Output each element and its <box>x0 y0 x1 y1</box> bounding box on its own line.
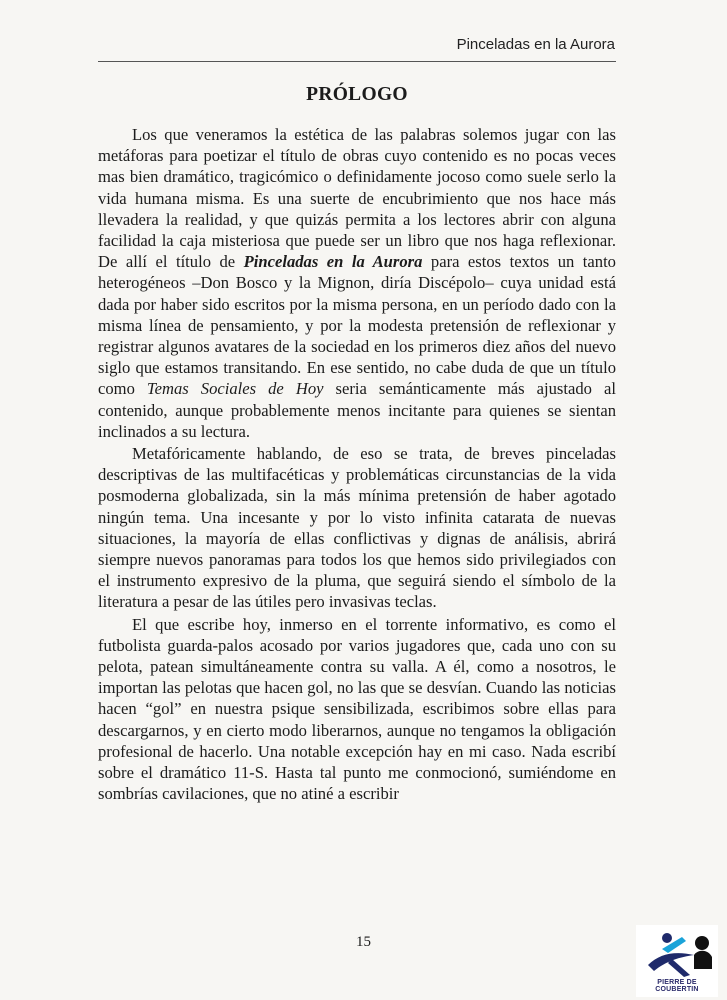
paragraph-3: El que escribe hoy, inmerso en el torrente informativo, es como el futbolista guarda-palos acosado por varios jugadores que, cada uno con su pelota, patean simultáneamente contra su valla. A él, como a nosotros, le importan las pelotas que hacen gol, no las que se desvían. Cuando las noticias hacen “gol” en nuestra psique sensibilizada, escribimos sobre ellas para descargarnos, y en cierto modo liberarnos, aunque no tengamos la obligación profesional de hacerlo. Una notable excepción hay en mi caso. Nada escribí sobre el dramático 11-S. Hasta tal punto me conmocionó, sumiéndome en sombrías cavilaciones, que no atiné a escribir <box>98 614 616 804</box>
paragraph-1-text-c: seria semánticamente más ajustado al contenido, aunque probablemente menos incitante para quienes se sientan inclinados a su lectura. <box>98 379 616 441</box>
runner-emblem-icon <box>636 925 718 983</box>
paragraph-1-text-a: Los que veneramos la estética de las palabras solemos jugar con las metáforas para poetizar el título de obras cuyo contenido es no pocas veces mas bien dramático, tragicómico o definidamente jocoso como suele serlo la vida humana misma. Es una suerte de encubrimiento que nos hace más llevadera la realidad, y que quizás permita a los lectores abrir con alguna facilidad la caja misteriosa que puede ser un libro que nos haga reflexionar. De allí el título de <box>98 125 616 272</box>
page-number: 15 <box>356 934 371 950</box>
header-rule <box>98 61 616 62</box>
logo-caption: PIERRE DE COUBERTIN <box>655 979 699 993</box>
paragraph-1 <box>98 124 616 442</box>
alt-title-emphasis: Temas Sociales de Hoy <box>146 379 324 399</box>
pierre-de-coubertin-logo <box>636 925 718 997</box>
body-text <box>98 124 616 805</box>
running-head: Pinceladas en la Aurora <box>456 36 615 53</box>
paragraph-2: Metafóricamente hablando, de eso se trata, de breves pinceladas descriptivas de las multifacéticas y problemáticas circunstancias de la vida posmoderna globalizada, sin la más mínima pretensión de haber agotado ningún tema. Una incesante y por lo visto infinita catarata de nuevas situaciones, la mayoría de ellas conflictivas y dignas de análisis, abrirá siempre nuevos panoramas para todos los que hemos sido privilegiados con el instrumento expresivo de la pluma, que seguirá siendo el símbolo de la literatura a pesar de las útiles pero invasivas teclas. <box>98 444 616 612</box>
paragraph-1-text-b: para estos textos un tanto heterogéneos –Don Bosco y la Mignon, diría Discépolo– cuya unidad está dada por haber sido escritos por la misma persona, en un período dado con la misma línea de pensamiento, y por la modesta pretensión de reflexionar y registrar algunos avatares de la sociedad en los primeros diez años del nuevo siglo que estamos transitando. En ese sentido, no cabe duda de que un título como <box>98 252 616 399</box>
book-title-emphasis: Pinceladas en la Aurora <box>243 252 423 272</box>
chapter-title: PRÓLOGO <box>306 84 408 105</box>
